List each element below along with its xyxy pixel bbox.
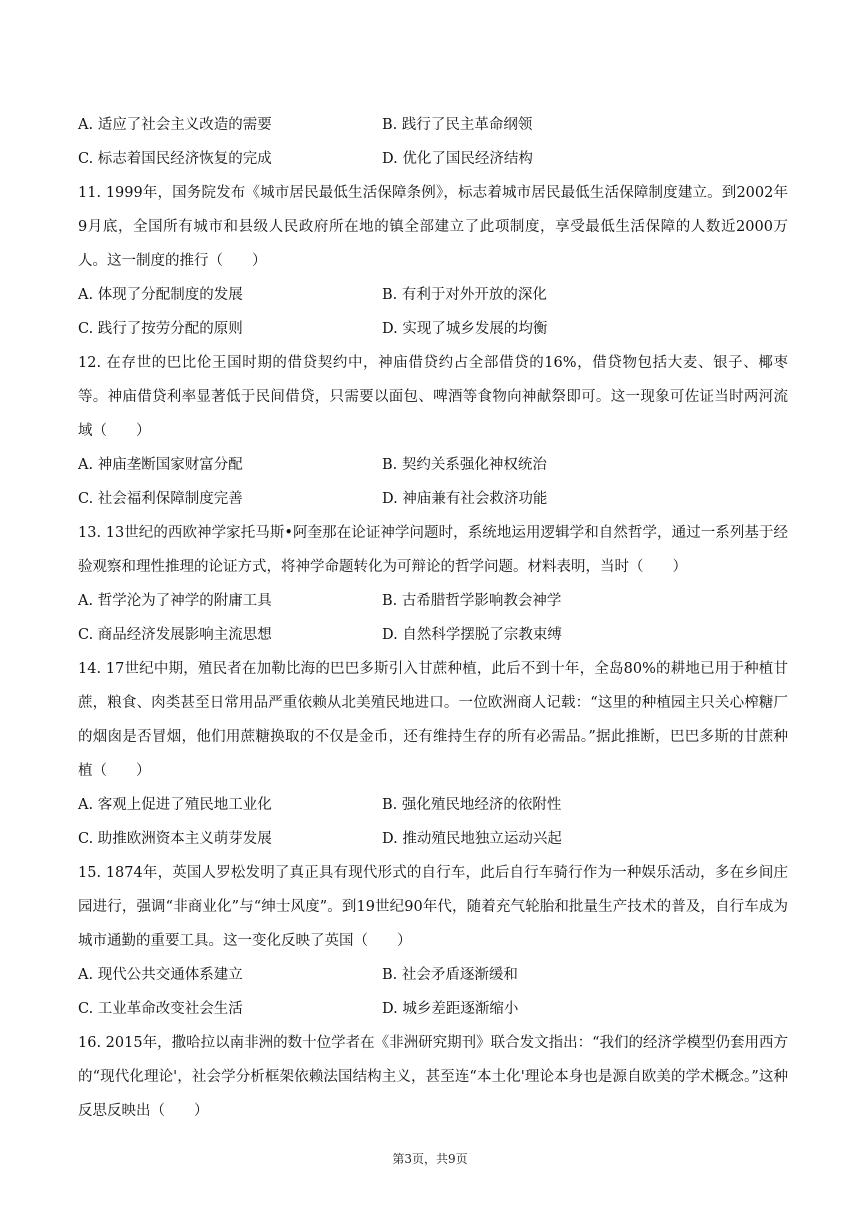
option-b: B. 践行了民主革命纲领 <box>382 117 533 133</box>
exam-page <box>78 108 788 1128</box>
option-a: A. 体现了分配制度的发展 <box>78 287 243 303</box>
option-c: C. 社会福利保障制度完善 <box>78 491 243 507</box>
question-13 <box>78 516 788 652</box>
option-a: A. 神庙垄断国家财富分配 <box>78 457 243 473</box>
pre-options <box>78 108 788 176</box>
question-stem: 16. 2015年，撒哈拉以南非洲的数十位学者在《非洲研究期刊》联合发文指出：“我们的经济学模型仍套用西方的“现代化理论'，社会学分析框架依赖法国结构主义，甚至连“本土化'理论本身也是源自欧美的学术概念。”这种反思反映出（ ） <box>78 1035 788 1119</box>
question-14 <box>78 652 788 856</box>
option-d: D. 实现了城乡发展的均衡 <box>382 321 548 337</box>
option-b: B. 古希腊哲学影响教会神学 <box>382 593 562 609</box>
question-stem: 15. 1874年，英国人罗松发明了真正具有现代形式的自行车，此后自行车骑行作为一种娱乐活动，多在乡间庄园进行，强调“非商业化”与“绅士风度”。到19世纪90年代，随着充气轮胎和批量生产技术的普及，自行车成为城市通勤的重要工具。这一变化反映了英国（ ） <box>78 865 788 949</box>
option-c: C. 践行了按劳分配的原则 <box>78 321 243 337</box>
option-d: D. 自然科学摆脱了宗教束缚 <box>382 627 562 643</box>
page-footer: 第3页，共9页 <box>392 1152 468 1166</box>
question-15 <box>78 856 788 1026</box>
option-d: D. 推动殖民地独立运动兴起 <box>382 831 562 847</box>
option-d: D. 城乡差距逐渐缩小 <box>382 1001 519 1017</box>
option-b: B. 有利于对外开放的深化 <box>382 287 547 303</box>
option-b: B. 社会矛盾逐渐缓和 <box>382 967 518 983</box>
question-16 <box>78 1026 788 1128</box>
question-stem: 12. 在存世的巴比伦王国时期的借贷契约中，神庙借贷约占全部借贷的16%，借贷物包括大麦、银子、椰枣等。神庙借贷利率显著低于民间借贷，只需要以面包、啤酒等食物向神献祭即可。这一现象可佐证当时两河流域（ ） <box>78 355 788 439</box>
question-12 <box>78 346 788 516</box>
option-c: C. 助推欧洲资本主义萌芽发展 <box>78 831 272 847</box>
option-c: C. 标志着国民经济恢复的完成 <box>78 151 272 167</box>
option-a: A. 客观上促进了殖民地工业化 <box>78 797 272 813</box>
option-a: A. 哲学沦为了神学的附庸工具 <box>78 593 272 609</box>
option-b: B. 强化殖民地经济的依附性 <box>382 797 562 813</box>
question-stem: 11. 1999年，国务院发布《城市居民最低生活保障条例》，标志着城市居民最低生活保障制度建立。到2002年9月底，全国所有城市和县级人民政府所在地的镇全部建立了此项制度，享受最低生活保障的人数近2000万人。这一制度的推行（ ） <box>78 185 788 269</box>
option-a: A. 现代公共交通体系建立 <box>78 967 243 983</box>
option-d: D. 优化了国民经济结构 <box>382 151 533 167</box>
option-a: A. 适应了社会主义改造的需要 <box>78 117 272 133</box>
question-stem: 13. 13世纪的西欧神学家托马斯•阿奎那在论证神学问题时，系统地运用逻辑学和自然哲学，通过一系列基于经验观察和理性推理的论证方式，将神学命题转化为可辩论的哲学问题。材料表明，当时（ ） <box>78 525 788 575</box>
option-b: B. 契约关系强化神权统治 <box>382 457 547 473</box>
question-stem: 14. 17世纪中期，殖民者在加勒比海的巴巴多斯引入甘蔗种植，此后不到十年，全岛80%的耕地已用于种植甘蔗，粮食、肉类甚至日常用品严重依赖从北美殖民地进口。一位欧洲商人记载：“这里的种植园主只关心榨糖厂的烟囱是否冒烟，他们用蔗糖换取的不仅是金币，还有维持生存的所有必需品。”据此推断，巴巴多斯的甘蔗种植（ ） <box>78 661 788 779</box>
option-c: C. 工业革命改变社会生活 <box>78 1001 243 1017</box>
option-d: D. 神庙兼有社会救济功能 <box>382 491 548 507</box>
option-c: C. 商品经济发展影响主流思想 <box>78 627 272 643</box>
question-11 <box>78 176 788 346</box>
